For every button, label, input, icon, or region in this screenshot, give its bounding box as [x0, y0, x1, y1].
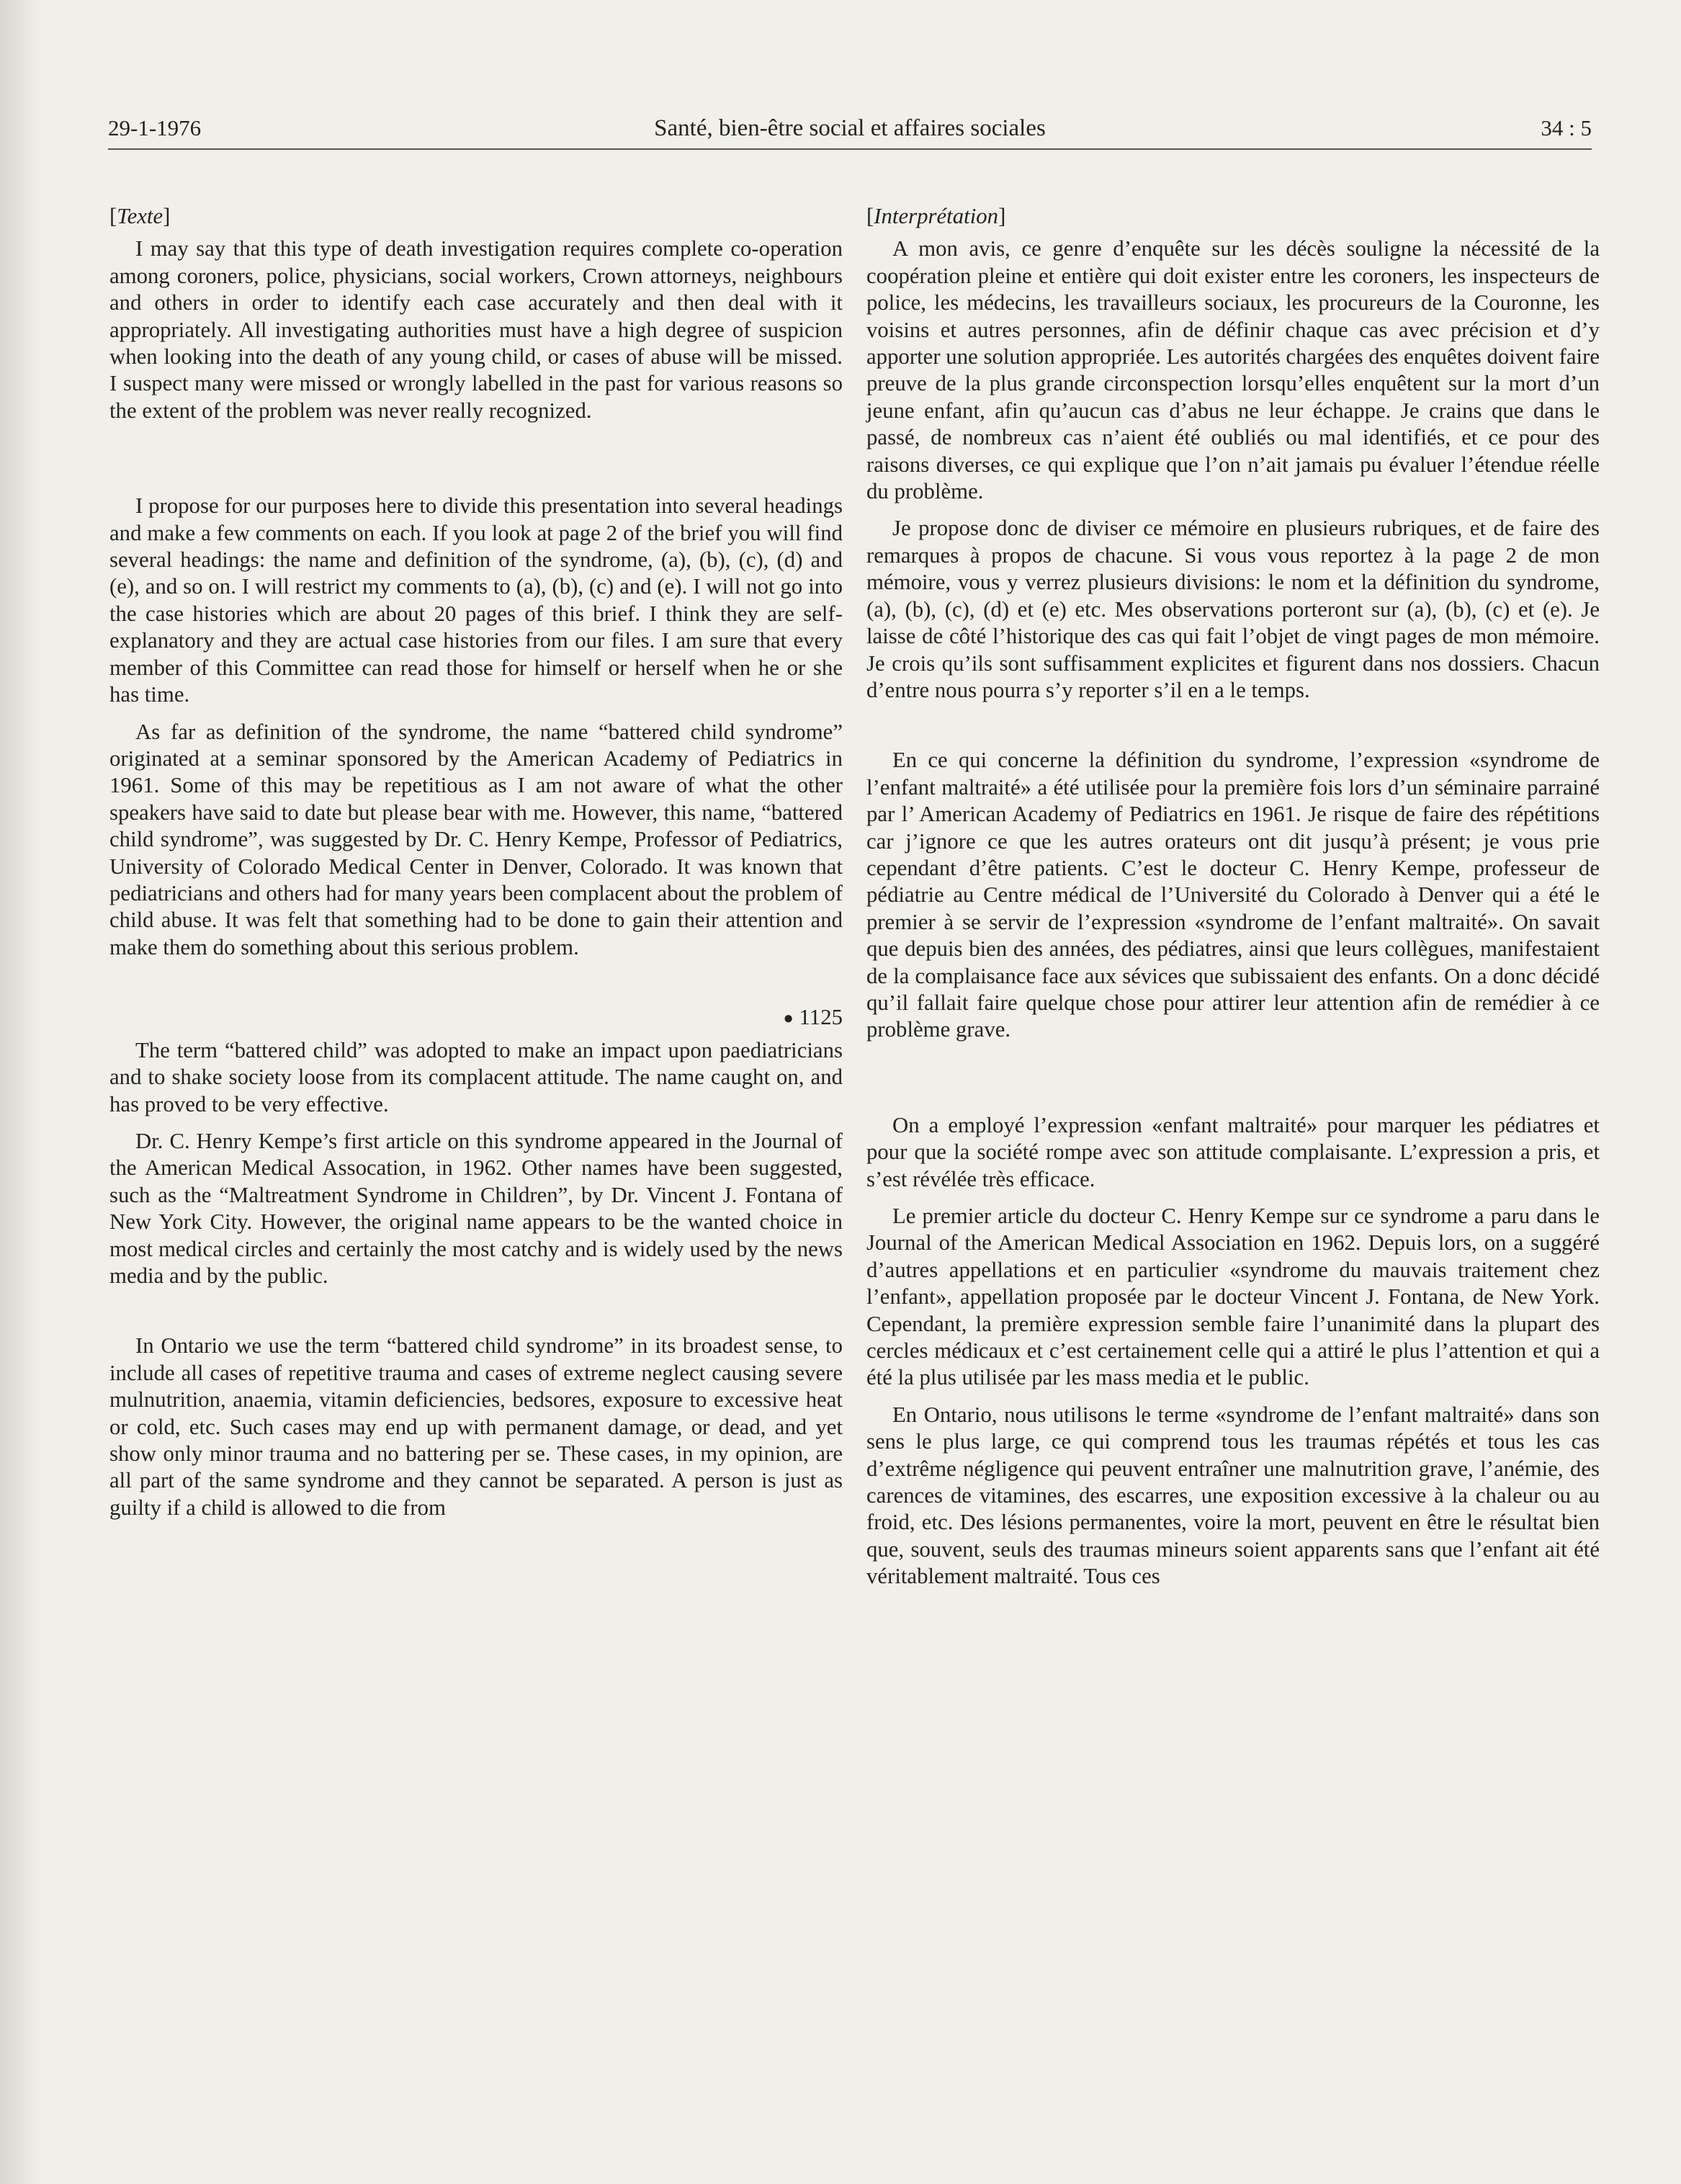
paragraph: Je propose donc de diviser ce mémoire en plusieurs rubriques, et de faire des remarques à propos de chacune. Si vous vous reportez à la page 2 de mon mémoire, vous y verrez plusieurs divisions: le nom et la définition du syndrome, (a), (b), (c), (d) et (e) etc. Mes observations porteront sur (a), (b), (c) et (e). Je laisse de côté l’historique des cas qui fait l’objet de vingt pages de mon mémoire. Je crois qu’ils sont suffisamment explicites et figurent dans nos dossiers. Chacun d’entre nous pourra s’y reporter s’il en a le temps.	[866, 516, 1600, 702]
header-title: Santé, bien-être social et affaires sociales	[654, 115, 1046, 141]
paragraph: On a employé l’expression «enfant maltraité» pour marquer les pédiatres et pour que la société rompe avec son attitude complaisante. L’expression a pris, et s’est révélée très efficace.	[866, 1112, 1600, 1191]
paragraph: As far as definition of the syndrome, the name “battered child syndrome” originated at a seminar sponsored by the American Academy of Pediatrics in 1961. Some of this may be repetitious as I am not aware of what the other speakers have said to date but please bear with me. However, this name, “battered child syndrome”, was suggested by Dr. C. Henry Kempe, Professor of Pediatrics, University of Colorado Medical Center in Denver, Colorado. It was known that pediatricians and others had for many years been complacent about the problem of child abuse. It was felt that something had to be done to gain their attention and make them do something about this serious problem.	[109, 719, 843, 959]
paragraph: Le premier article du docteur C. Henry Kempe sur ce syndrome a paru dans le Journal of the American Medical Association en 1962. Depuis lors, on a suggéré d’autres appellations et en particulier «syndrome du mauvais traitement chez l’enfant», appellation proposée par le docteur Vincent J. Fontana, de New York. Cependant, la première expression semble faire l’unanimité dans la plupart des cercles médicaux et c’est certainement celle qui a attiré le plus l’attention et qui a été la plus utilisée par les mass media et le public.	[866, 1204, 1600, 1390]
paragraph: The term “battered child” was adopted to make an impact upon paediatricians and to shake society loose from its complacent attitude. The name caught on, and has proved to be very effective.	[109, 1037, 843, 1116]
english-column	[109, 203, 843, 1521]
column-label-english: [Texte]	[109, 204, 171, 228]
paragraph: En Ontario, nous utilisons le terme «syndrome de l’enfant maltraité» dans son sens le plus large, ce qui comprend tous les traumas répétés et tous les cas d’extrême négligence qui peuvent entraîner une malnutrition grave, l’anémie, des carences de vitamines, des escarres, une exposition excessive à la chaleur ou au froid, etc. Des lésions permanentes, voire la mort, peuvent en être le résultat bien que, souvent, seuls des traumas mineurs soient apparents sans que l’enfant ait été véritablement maltraité. Tous ces	[866, 1402, 1600, 1589]
header-date: 29-1-1976	[108, 115, 202, 140]
paragraph: In Ontario we use the term “battered child syndrome” in its broadest sense, to include all cases of repetitive trauma and cases of extreme neglect causing severe mulnutrition, anaemia, vitamin deficiencies, bedsores, exposure to excessive heat or cold, etc. Such cases may end up with permanent damage, or dead, and yet show only minor trauma and no battering per se. These cases, in my opinion, are all part of the same syndrome and they cannot be separated. A person is just as guilty if a child is allowed to die from	[109, 1333, 843, 1520]
page-header	[108, 115, 1592, 151]
header-page-number: 34 : 5	[1541, 115, 1592, 140]
header-rule	[108, 148, 1592, 150]
column-label-french: [Interprétation]	[866, 204, 1006, 228]
page-gutter-shadow	[0, 0, 42, 2184]
paragraph: En ce qui concerne la définition du syndrome, l’expression «syndrome de l’enfant maltraité» a été utilisée pour la première fois lors d’un séminaire parrainé par l’ American Academy of Pediatrics en 1961. Je risque de faire des répétitions car j’ignore ce que les autres orateurs ont dit jusqu’à présent; je vous prie cependant d’être patients. C’est le docteur C. Henry Kempe, professeur de pédiatrie au Centre médical de l’Université du Colorado à Denver qui a été le premier à se servir de l’expression «syndrome de l’enfant maltraité». On savait que depuis bien des années, des pédiatres, ainsi que leurs collègues, manifestaient de la complaisance face aux sévices que subissaient des enfants. On a donc décidé qu’il fallait faire quelque chose pour attirer leur attention afin de remédier à ce problème grave.	[866, 748, 1600, 1042]
french-column	[866, 203, 1600, 1590]
paragraph: I propose for our purposes here to divide this presentation into several headings and make a few comments on each. If you look at page 2 of the brief you will find several headings: the name and definition of the syndrome, (a), (b), (c), (d) and (e), and so on. I will restrict my comments to (a), (b), (c) and (e). I will not go into the case histories which are about 20 pages of this brief. I think they are self-explanatory and they are actual case histories from our files. I am sure that every member of this Committee can read those for himself or herself when he or she has time.	[109, 493, 843, 707]
bullet-icon: ●	[783, 1009, 794, 1029]
paragraph: I may say that this type of death investigation requires complete co-operation among coroners, police, physicians, social workers, Crown attorneys, neighbours and others in order to identify each case accurately and then deal with it appropriately. All investigating authorities must have a high degree of suspicion when looking into the death of any young child, or cases of abuse will be missed. I suspect many were missed or wrongly labelled in the past for various reasons so the extent of the problem was never really recognized.	[109, 236, 843, 423]
paragraph: A mon avis, ce genre d’enquête sur les décès souligne la nécessité de la coopération pleine et entière qui doit exister entre les coroners, les inspecteurs de police, les médecins, les travailleurs sociaux, les procureurs de la Couronne, les voisins et autres personnes, afin de définir chaque cas avec précision et d’y apporter une solution appropriée. Les autorités chargées des enquêtes doivent faire preuve de la plus grande circonspection lorsqu’elles enquêtent sur la mort d’un jeune enfant, afin qu’aucun cas d’abus ne leur échappe. Je crains que dans le passé, de nombreux cas n’aient été oubliés ou mal identifiés, et ce pour des raisons diverses, ce qui explique que l’on n’ait jamais pu évaluer l’étendue réelle du problème.	[866, 236, 1600, 504]
paragraph: Dr. C. Henry Kempe’s first article on this syndrome appeared in the Journal of the American Medical Assocation, in 1962. Other names have been suggested, such as the “Maltreatment Syndrome in Children”, by Dr. Vincent J. Fontana of New York City. However, the original name appears to be the wanted choice in most medical circles and certainly the most catchy and is widely used by the news media and by the public.	[109, 1129, 843, 1289]
page-marker: ● 1125	[783, 1005, 843, 1030]
